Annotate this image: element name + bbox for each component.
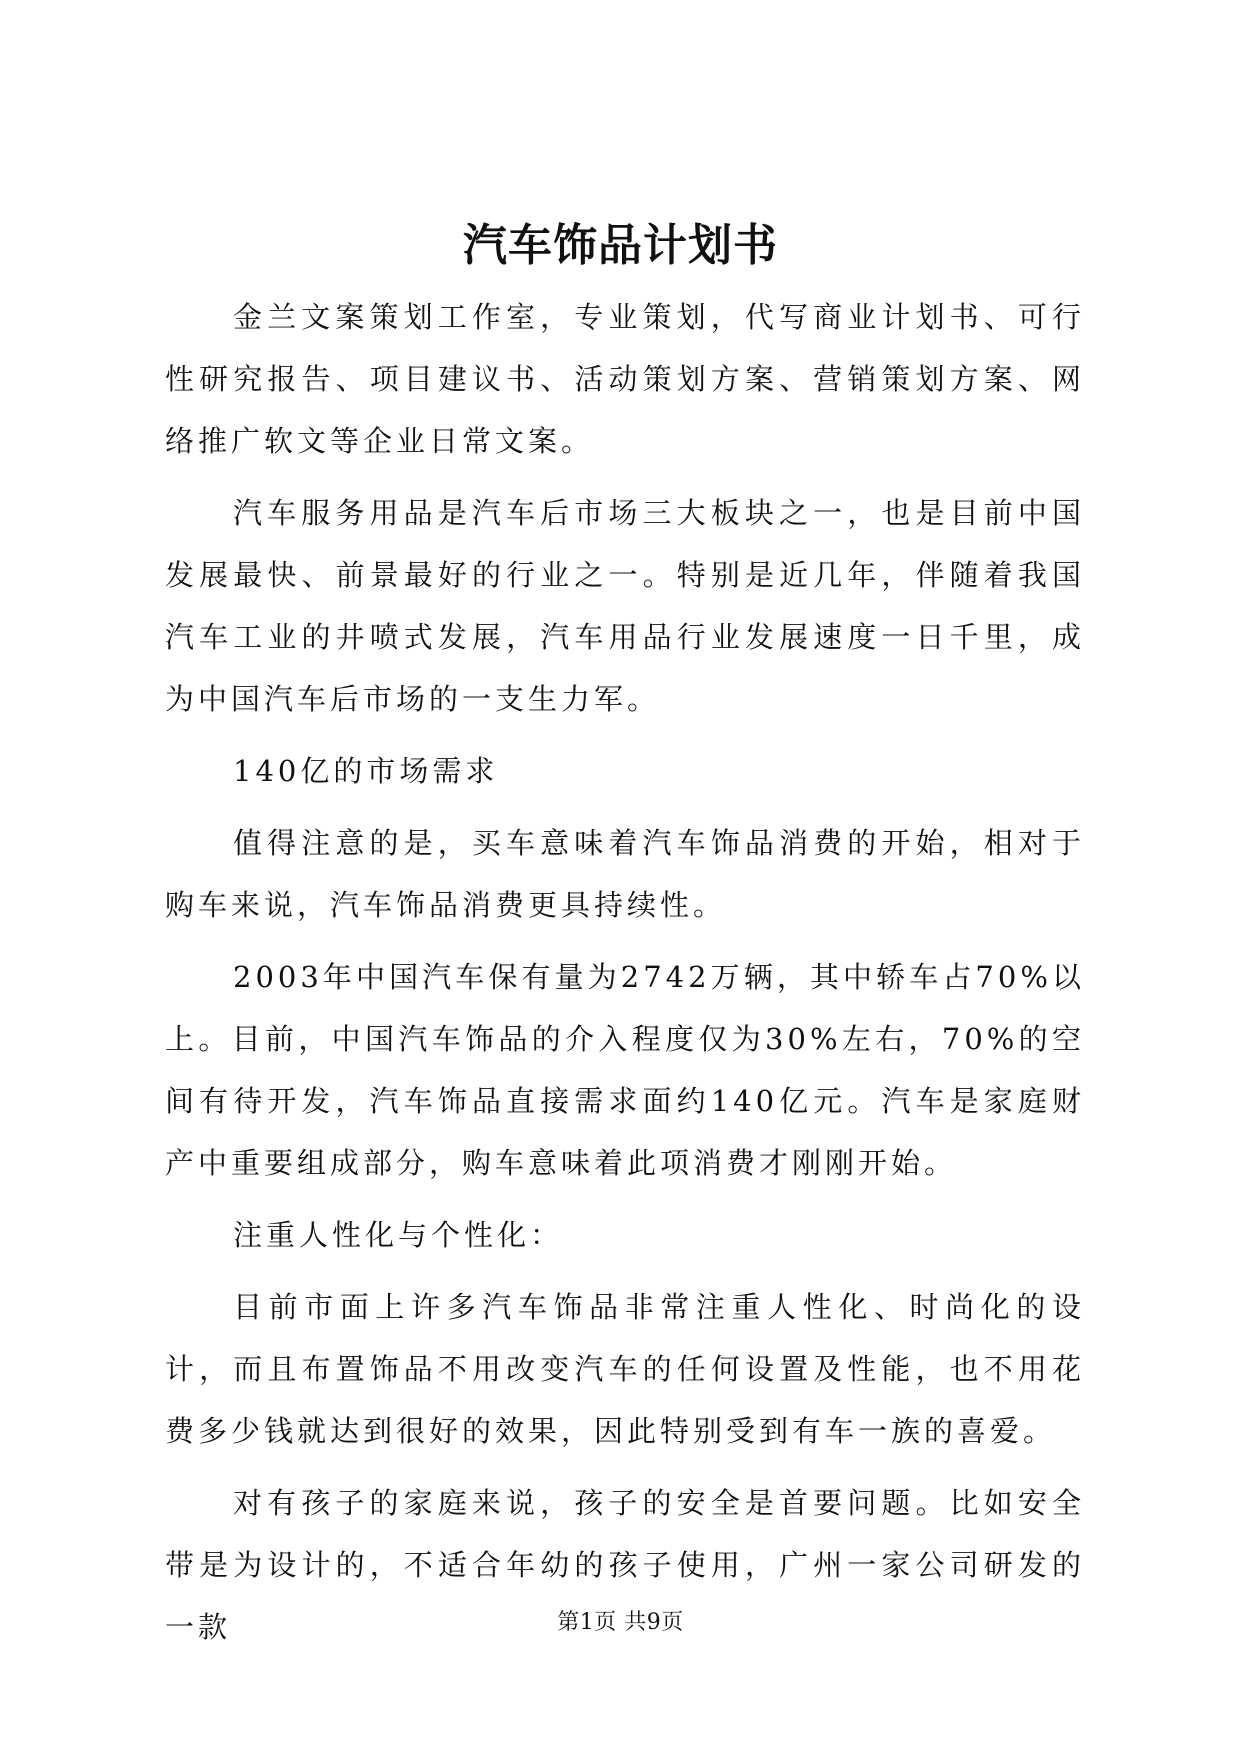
paragraph: 值得注意的是，买车意味着汽车饰品消费的开始，相对于购车来说，汽车饰品消费更具持续性。 — [165, 826, 1085, 922]
page-footer: 第1页 共9页 — [557, 1610, 684, 1635]
document-body — [165, 286, 1085, 1668]
paragraph: 汽车服务用品是汽车后市场三大板块之一，也是目前中国发展最快、前景最好的行业之一。特别是近几年，伴随着我国汽车工业的井喷式发展，汽车用品行业发展速度一日千里，成为中国汽车后市场的一支生力军。 — [165, 496, 1085, 716]
paragraph: 对有孩子的家庭来说，孩子的安全是首要问题。比如安全带是为设计的，不适合年幼的孩子使用，广州一家公司研发的一款 — [165, 1486, 1085, 1644]
document-title: 汽车饰品计划书 — [463, 220, 778, 271]
section-heading: 140亿的市场需求 — [233, 754, 499, 788]
paragraph: 金兰文案策划工作室，专业策划，代写商业计划书、可行性研究报告、项目建议书、活动策划方案、营销策划方案、网络推广软文等企业日常文案。 — [165, 300, 1085, 458]
paragraph: 2003年中国汽车保有量为2742万辆，其中轿车占70%以上。目前，中国汽车饰品的介入程度仅为30%左右，70%的空间有待开发，汽车饰品直接需求面约140亿元。汽车是家庭财产中重要组成部分，购车意味着此项消费才刚刚开始。 — [165, 960, 1085, 1180]
section-heading: 注重人性化与个性化： — [233, 1218, 564, 1252]
paragraph: 目前市面上许多汽车饰品非常注重人性化、时尚化的设计，而且布置饰品不用改变汽车的任何设置及性能，也不用花费多少钱就达到很好的效果，因此特别受到有车一族的喜爱。 — [165, 1290, 1085, 1448]
